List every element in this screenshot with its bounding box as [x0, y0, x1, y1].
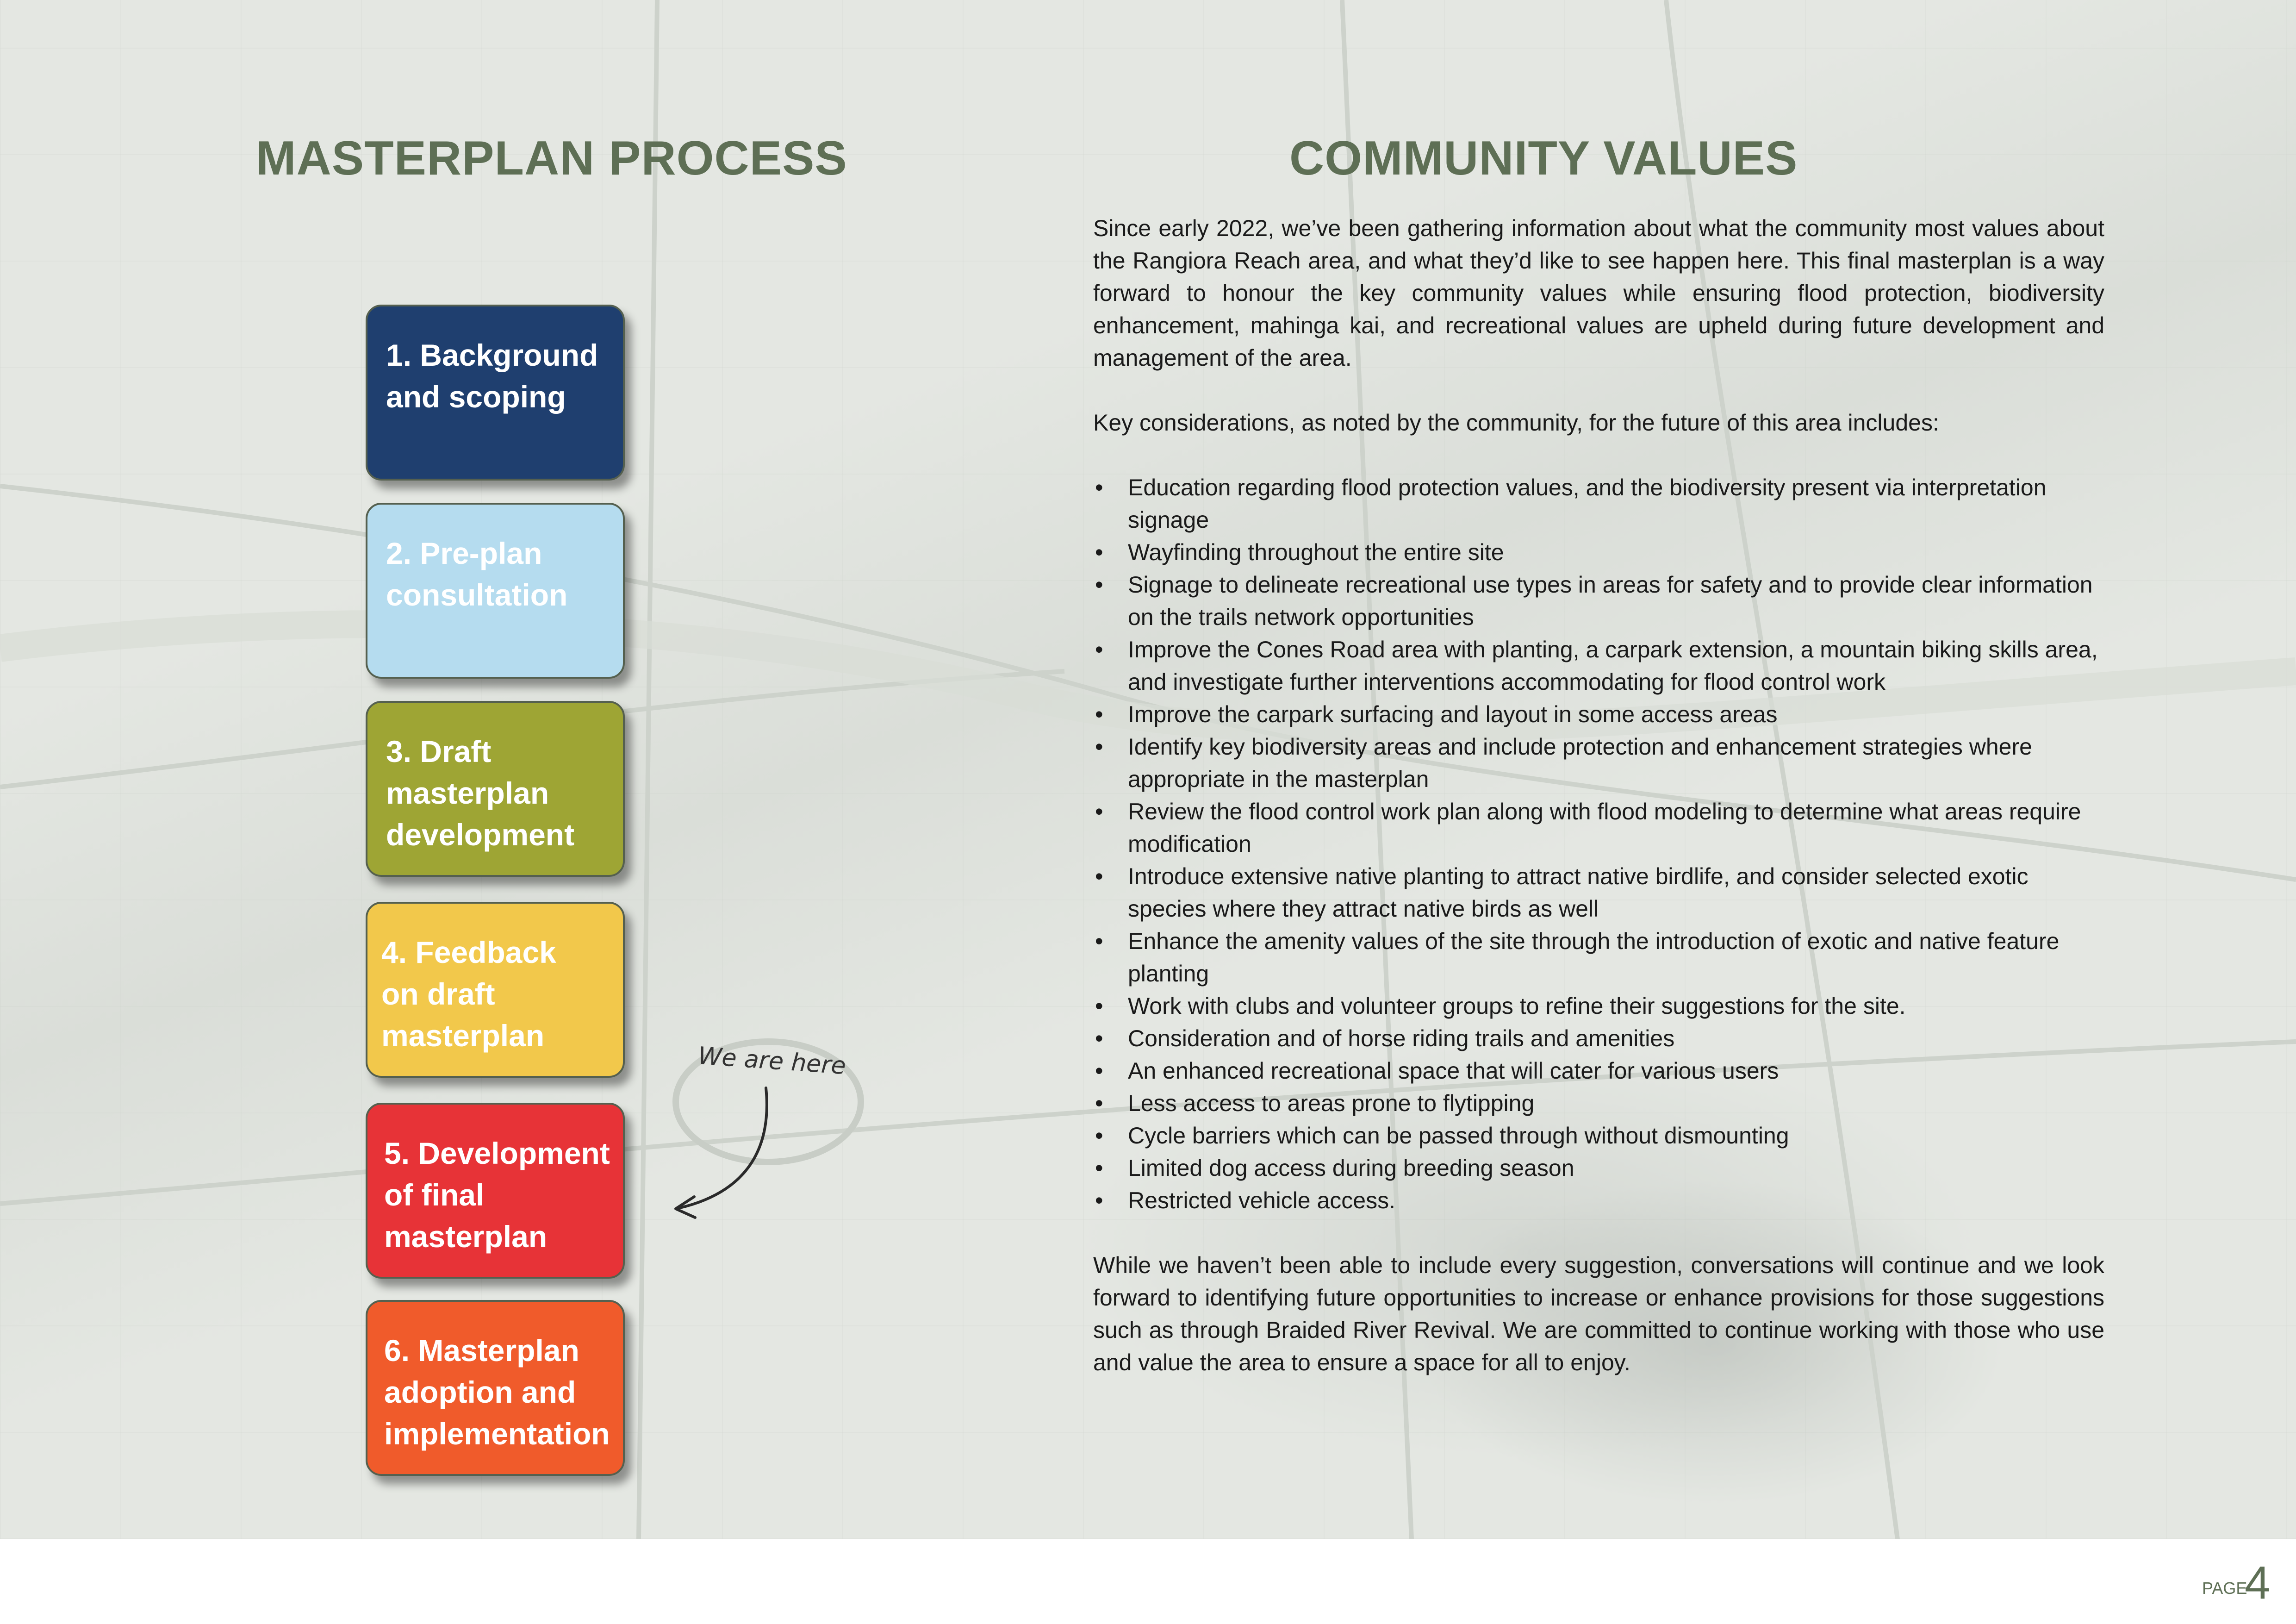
we-are-here-marker: We are here [697, 1042, 847, 1081]
list-item: • Work with clubs and volunteer groups to refine their suggestions for the site. [1093, 990, 2104, 1022]
step-background-and-scoping: 1. Background and scoping [366, 305, 625, 481]
page-number: 4 [2245, 1557, 2271, 1609]
community-values-body [1093, 212, 2104, 1411]
list-item: • Improve the Cones Road area with planting, a carpark extension, a mountain biking skills area, and investigate further interventions accommodating for flood control work [1093, 633, 2104, 698]
list-item: • Signage to delineate recreational use types in areas for safety and to provide clear information on the trails network opportunities [1093, 568, 2104, 633]
list-item: • Review the flood control work plan along with flood modeling to determine what areas require modification [1093, 795, 2104, 860]
list-item: • Less access to areas prone to flytipping [1093, 1087, 2104, 1119]
step-feedback-on-draft: 4. Feedback on draft masterplan [366, 902, 625, 1078]
list-item: • Identify key biodiversity areas and include protection and enhancement strategies where appropriate in the masterplan [1093, 731, 2104, 795]
step-development-of-final: 5. Development of final masterplan [366, 1103, 625, 1279]
page-label: PAGE [2202, 1579, 2247, 1598]
key-considerations-list [1093, 471, 2104, 1217]
closing-paragraph: While we haven’t been able to include every suggestion, conversations will continue and we look forward to identifying future opportunities to increase or enhance provisions for those suggestions such as through Braided River Revival. We are committed to continue working with those who use and value the area to ensure a space for all to enjoy. [1093, 1252, 2104, 1375]
list-item: • Education regarding flood protection values, and the biodiversity present via interpretation signage [1093, 471, 2104, 536]
list-item: • Improve the carpark surfacing and layout in some access areas [1093, 698, 2104, 731]
list-item: • Limited dog access during breeding season [1093, 1152, 2104, 1184]
list-item: • An enhanced recreational space that will cater for various users [1093, 1055, 2104, 1087]
community-values-heading: COMMUNITY VALUES [1289, 131, 1798, 185]
step-draft-masterplan-development: 3. Draft masterplan development [366, 701, 625, 877]
key-considerations-intro: Key considerations, as noted by the community, for the future of this area includes: [1093, 410, 1939, 436]
list-item: • Introduce extensive native planting to attract native birdlife, and consider selected exotic species where they attract native birds as well [1093, 860, 2104, 925]
list-item: • Enhance the amenity values of the site through the introduction of exotic and native feature planting [1093, 925, 2104, 990]
masterplan-process-heading: MASTERPLAN PROCESS [256, 131, 847, 185]
intro-paragraph: Since early 2022, we’ve been gathering information about what the community most values about the Rangiora Reach area, and what they’d like to see happen here. This final masterplan is a way forward to honour the key community values while ensuring flood protection, biodiversity enhancement, mahinga kai, and recreational values are upheld during future development and management of the area. [1093, 215, 2104, 371]
step-pre-plan-consultation: 2. Pre-plan consultation [366, 503, 625, 679]
curved-arrow-icon [666, 1079, 778, 1227]
list-item: • Cycle barriers which can be passed through without dismounting [1093, 1119, 2104, 1152]
list-item: • Wayfinding throughout the entire site [1093, 536, 2104, 568]
list-item: • Consideration and of horse riding trails and amenities [1093, 1022, 2104, 1055]
step-adoption-and-implementation: 6. Masterplan adoption and implementation [366, 1300, 625, 1476]
list-item: • Restricted vehicle access. [1093, 1184, 2104, 1217]
